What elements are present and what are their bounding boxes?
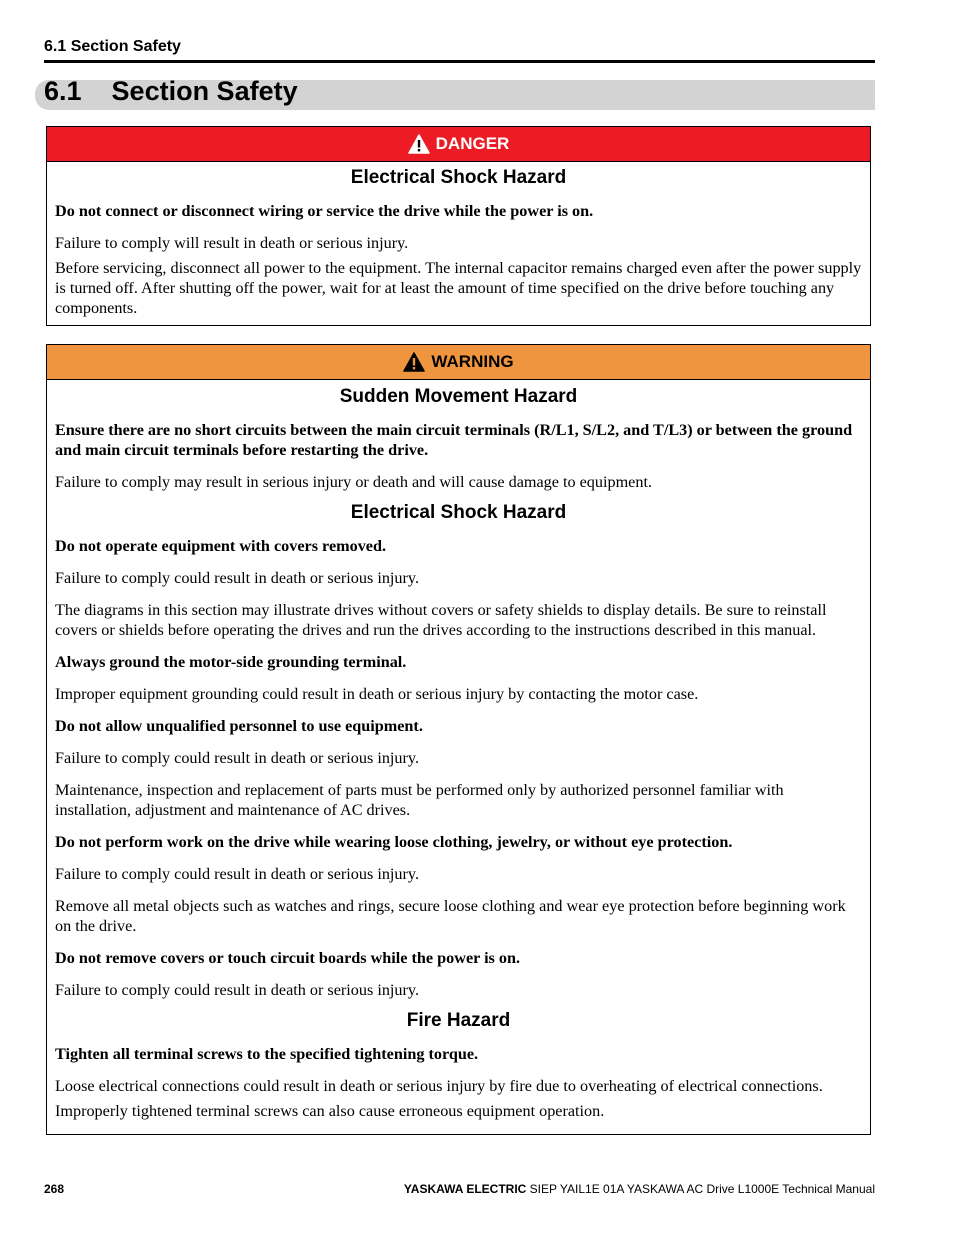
warning-instruction: Do not allow unqualified personnel to use equipment. (55, 717, 423, 735)
warning-triangle-icon (408, 134, 430, 154)
warning-header (47, 345, 870, 380)
warning-consequence: Failure to comply could result in death or serious injury. (55, 981, 419, 999)
warning-instruction: Ensure there are no short circuits between the main circuit terminals (R/L1, S/L2, and T/L3) or between the ground and main circuit terminals before restarting the drive. (55, 421, 853, 459)
warning-instruction: Tighten all terminal screws to the specified tightening torque. (55, 1045, 479, 1063)
warning-detail: Remove all metal objects such as watches and rings, secure loose clothing and wear eye protection before beginning work on the drive. (55, 897, 846, 935)
warning-consequence: Improper equipment grounding could result in death or serious injury by contacting the motor case. (55, 685, 699, 703)
warning-label: WARNING (431, 352, 514, 371)
warning-instruction: Always ground the motor-side grounding terminal. (55, 653, 407, 671)
danger-instruction: Do not connect or disconnect wiring or service the drive while the power is on. (55, 202, 594, 220)
danger-box (46, 126, 871, 326)
warning-instruction: Do not perform work on the drive while wearing loose clothing, jewelry, or without eye protection. (55, 833, 733, 851)
danger-label: DANGER (435, 134, 510, 153)
warning-consequence: Failure to comply could result in death or serious injury. (55, 569, 419, 587)
warning-detail: Improperly tightened terminal screws can also cause erroneous equipment operation. (55, 1102, 605, 1120)
running-title: 6.1 Section Safety (44, 38, 181, 55)
warning-box (46, 344, 871, 1135)
hazard-heading: Sudden Movement Hazard (339, 386, 578, 407)
section-title: 6.1 Section Safety (44, 76, 298, 106)
warning-detail: Maintenance, inspection and replacement of parts must be performed only by authorized personnel familiar with installation, adjustment and maintenance of AC drives. (55, 781, 784, 819)
warning-detail: The diagrams in this section may illustrate drives without covers or safety shields to display details. Be sure to reinstall covers or shields before operating the drives and run the drives according to the instructions described in this manual. (55, 601, 827, 639)
hazard-heading: Electrical Shock Hazard (350, 502, 567, 523)
danger-consequence: Failure to comply will result in death or serious injury. (55, 234, 409, 252)
header-rule (44, 60, 875, 63)
hazard-heading: Electrical Shock Hazard (350, 167, 567, 188)
footer-doc: SIEP YAIL1E 01A YASKAWA AC Drive L1000E Technical Manual (526, 1182, 875, 1196)
warning-instruction: Do not remove covers or touch circuit boards while the power is on. (55, 949, 521, 967)
warning-consequence: Failure to comply could result in death or serious injury. (55, 865, 419, 883)
footer-document-title (404, 1182, 875, 1196)
danger-body (47, 167, 870, 318)
hazard-heading: Fire Hazard (406, 1010, 511, 1031)
footer-brand: YASKAWA ELECTRIC (403, 1182, 527, 1196)
warning-consequence: Failure to comply may result in serious injury or death and will cause damage to equipment. (55, 473, 652, 491)
warning-body (47, 386, 870, 1121)
warning-instruction: Do not operate equipment with covers removed. (55, 537, 387, 555)
warning-triangle-icon (403, 352, 425, 372)
warning-consequence: Loose electrical connections could result in death or serious injury by fire due to overheating of electrical connections. (55, 1077, 823, 1095)
danger-header (47, 127, 870, 162)
danger-detail: Before servicing, disconnect all power to the equipment. The internal capacitor remains charged even after the power supply is turned off. After shutting off the power, wait for at least the amount of time specified on the drive before touching any components. (55, 259, 862, 317)
warning-consequence: Failure to comply could result in death or serious injury. (55, 749, 419, 767)
page-number: 268 (44, 1182, 65, 1196)
